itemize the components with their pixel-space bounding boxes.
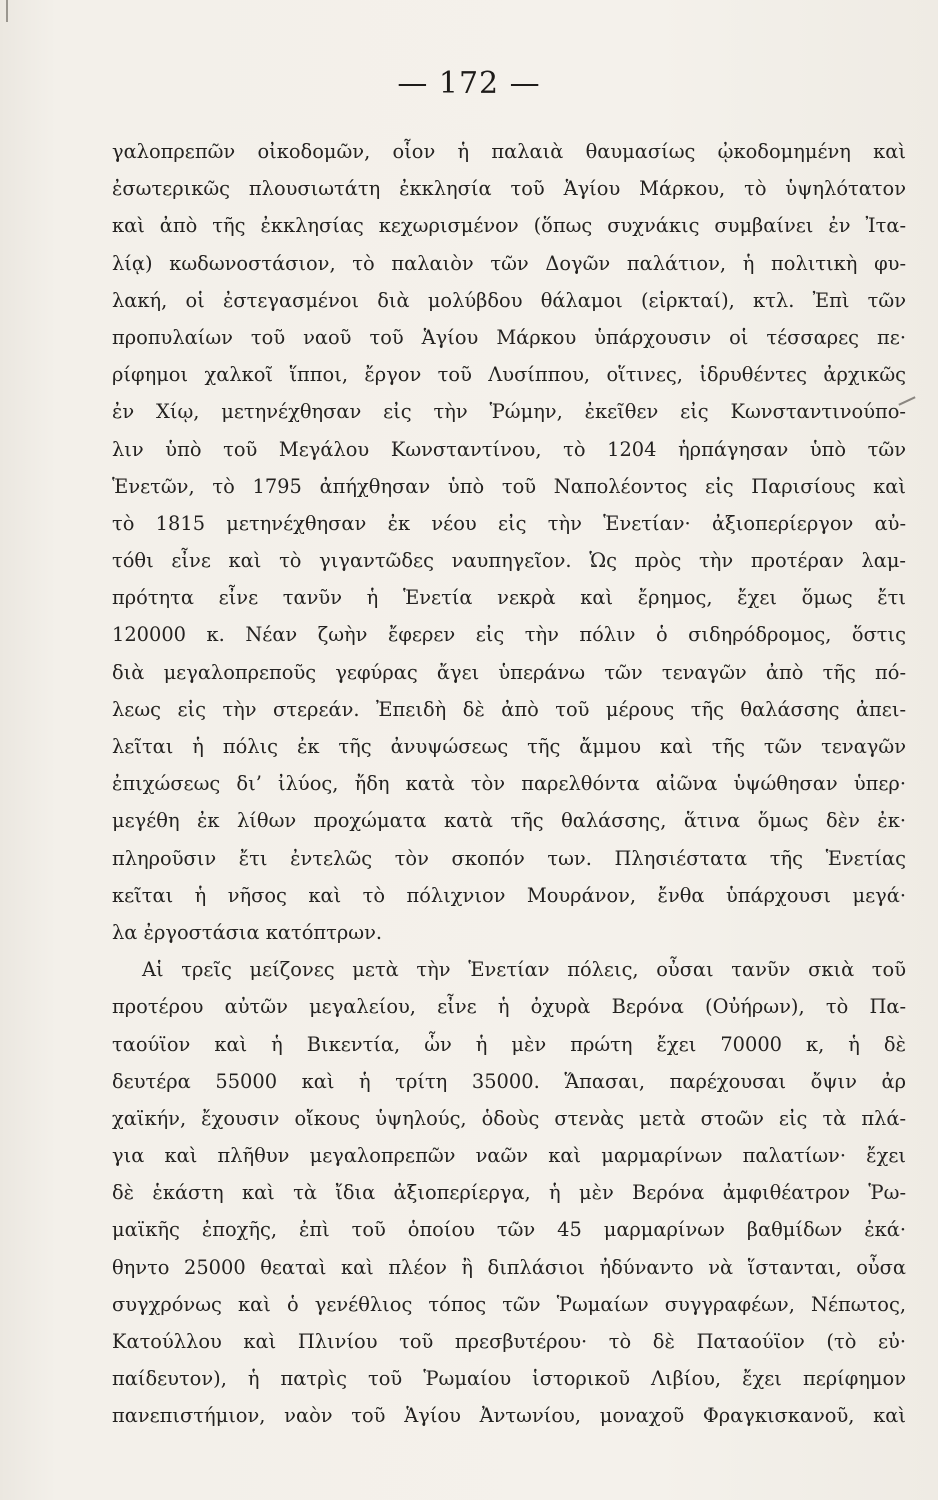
text-line: δευτέρα 55000 καὶ ἡ τρίτη 35000. Ἅπασαι, παρέχουσαι ὄψιν ἀρ	[112, 1069, 906, 1093]
top-edge-mark	[6, 0, 8, 22]
text-line: Κατούλλου καὶ Πλινίου τοῦ πρεσβυτέρου· τὸ δὲ Παταούϊον (τὸ εὐ·	[112, 1330, 906, 1353]
text-line: λεως εἰς τὴν στερεάν. Ἐπειδὴ δὲ ἀπὸ τοῦ μέρους τῆς θαλάσσης ἀπει-	[112, 697, 906, 721]
text-line: 120000 κ. Νέαν ζωὴν ἔφερεν εἰς τὴν πόλιν ὁ σιδηρόδρομος, ὅστις	[112, 623, 906, 647]
text-line: τόθι εἶνε καὶ τὸ γιγαντῶδες ναυπηγεῖον. Ὡς πρὸς τὴν προτέραν λαμ-	[112, 549, 906, 573]
text-line: δὲ ἑκάστη καὶ τὰ ἴδια ἀξιοπερίεργα, ἡ μὲν Βερόνα ἀμφιθέατρον Ῥω-	[112, 1181, 906, 1205]
text-line: ταούϊον καὶ ἡ Βικεντία, ὧν ἡ μὲν πρώτη ἔχει 70000 κ, ἡ δὲ	[112, 1032, 906, 1056]
page-number: — 172 —	[397, 66, 541, 101]
text-line: καὶ ἀπὸ τῆς ἐκκλησίας κεχωρισμένον (ὅπως συχνάκις συμβαίνει ἐν Ἰτα-	[112, 214, 906, 238]
text-line: κεῖται ἡ νῆσος καὶ τὸ πόλιχνιον Μουράνον, ἔνθα ὑπάρχουσι μεγά·	[112, 883, 906, 907]
text-line: χαϊκήν, ἔχουσιν οἴκους ὑψηλούς, ὁδοὺς στενὰς μετὰ στοῶν εἰς τὰ πλά-	[112, 1106, 906, 1130]
text-line: μεγέθη ἐκ λίθων προχώματα κατὰ τῆς θαλάσσης, ἅτινα ὅμως δὲν ἐκ·	[112, 809, 906, 833]
text-line: ἐσωτερικῶς πλουσιωτάτη ἐκκλησία τοῦ Ἁγίου Μάρκου, τὸ ὑψηλότατον	[112, 177, 906, 201]
text-line: λιν ὑπὸ τοῦ Μεγάλου Κωνσταντίνου, τὸ 1204 ἡρπάγησαν ὑπὸ τῶν	[112, 437, 906, 461]
text-line: για καὶ πλῆθυν μεγαλοπρεπῶν ναῶν καὶ μαρμαρίνων παλατίων· ἔχει	[112, 1144, 906, 1168]
body-text	[112, 133, 906, 1435]
text-line: λα ἐργοστάσια κατόπτρων.	[112, 920, 383, 944]
text-line: Ἑνετῶν, τὸ 1795 ἀπήχθησαν ὑπὸ τοῦ Ναπολέοντος εἰς Παρισίους καὶ	[112, 474, 906, 498]
text-line: Αἱ τρεῖς μείζονες μετὰ τὴν Ἑνετίαν πόλεις, οὖσαι τανῦν σκιὰ τοῦ	[142, 958, 906, 982]
text-line: προπυλαίων τοῦ ναοῦ τοῦ Ἁγίου Μάρκου ὑπάρχουσιν οἱ τέσσαρες πε·	[112, 325, 906, 349]
text-line: συγχρόνως καὶ ὁ γενέθλιος τόπος τῶν Ῥωμαίων συγγραφέων, Νέπωτος,	[112, 1292, 906, 1316]
text-line: πληροῦσιν ἔτι ἐντελῶς τὸν σκοπόν των. Πλησιέστατα τῆς Ἑνετίας	[112, 846, 906, 870]
text-line: προτέρου αὐτῶν μεγαλείου, εἶνε ἡ ὀχυρὰ Βερόνα (Οὐήρων), τὸ Πα-	[112, 995, 906, 1019]
text-line: λίᾳ) κωδωνοστάσιον, τὸ παλαιὸν τῶν Δογῶν παλάτιον, ἡ πολιτικὴ φυ-	[112, 251, 906, 275]
text-line: λεῖται ἡ πόλις ἐκ τῆς ἀνυψώσεως τῆς ἄμμου καὶ τῆς τῶν τεναγῶν	[112, 735, 906, 758]
text-line: λακή, οἱ ἐστεγασμένοι διὰ μολύβδου θάλαμοι (εἱρκταί), κτλ. Ἐπὶ τῶν	[112, 288, 906, 312]
text-line: πρότητα εἶνε τανῦν ἡ Ἑνετία νεκρὰ καὶ ἔρημος, ἔχει ὅμως ἔτι	[112, 586, 906, 610]
text-line: ρίφημοι χαλκοῖ ἵπποι, ἔργον τοῦ Λυσίππου, οἵτινες, ἱδρυθέντες ἀρχικῶς	[112, 363, 906, 387]
text-line: ἐν Χίῳ, μετηνέχθησαν εἰς τὴν Ῥώμην, ἐκεῖθεν εἰς Κωνσταντινούπο-	[112, 400, 906, 424]
text-line: πανεπιστήμιον, ναὸν τοῦ Ἁγίου Ἀντωνίου, μοναχοῦ Φραγκισκανοῦ, καὶ	[112, 1404, 906, 1428]
text-line: θηντο 25000 θεαταὶ καὶ πλέον ἢ διπλάσιοι ἠδύναντο νὰ ἵστανται, οὖσα	[112, 1255, 906, 1279]
text-line: παίδευτον), ἡ πατρὶς τοῦ Ῥωμαίου ἱστορικοῦ Λιβίου, ἔχει περίφημον	[112, 1367, 906, 1391]
text-line: διὰ μεγαλοπρεποῦς γεφύρας ἄγει ὑπεράνω τῶν τεναγῶν ἀπὸ τῆς πό-	[112, 660, 906, 684]
text-line: μαϊκῆς ἐποχῆς, ἐπὶ τοῦ ὁποίου τῶν 45 μαρμαρίνων βαθμίδων ἐκά·	[112, 1218, 906, 1242]
text-line: ἐπιχώσεως δι’ ἰλύος, ἤδη κατὰ τὸν παρελθόντα αἰῶνα ὑψώθησαν ὑπερ·	[112, 772, 906, 796]
text-line: γαλοπρεπῶν οἰκοδομῶν, οἷον ἡ παλαιὰ θαυμασίως ᾠκοδομημένη καὶ	[112, 140, 906, 163]
text-line: τὸ 1815 μετηνέχθησαν ἐκ νέου εἰς τὴν Ἑνετίαν· ἀξιοπερίεργον αὐ-	[112, 511, 906, 535]
